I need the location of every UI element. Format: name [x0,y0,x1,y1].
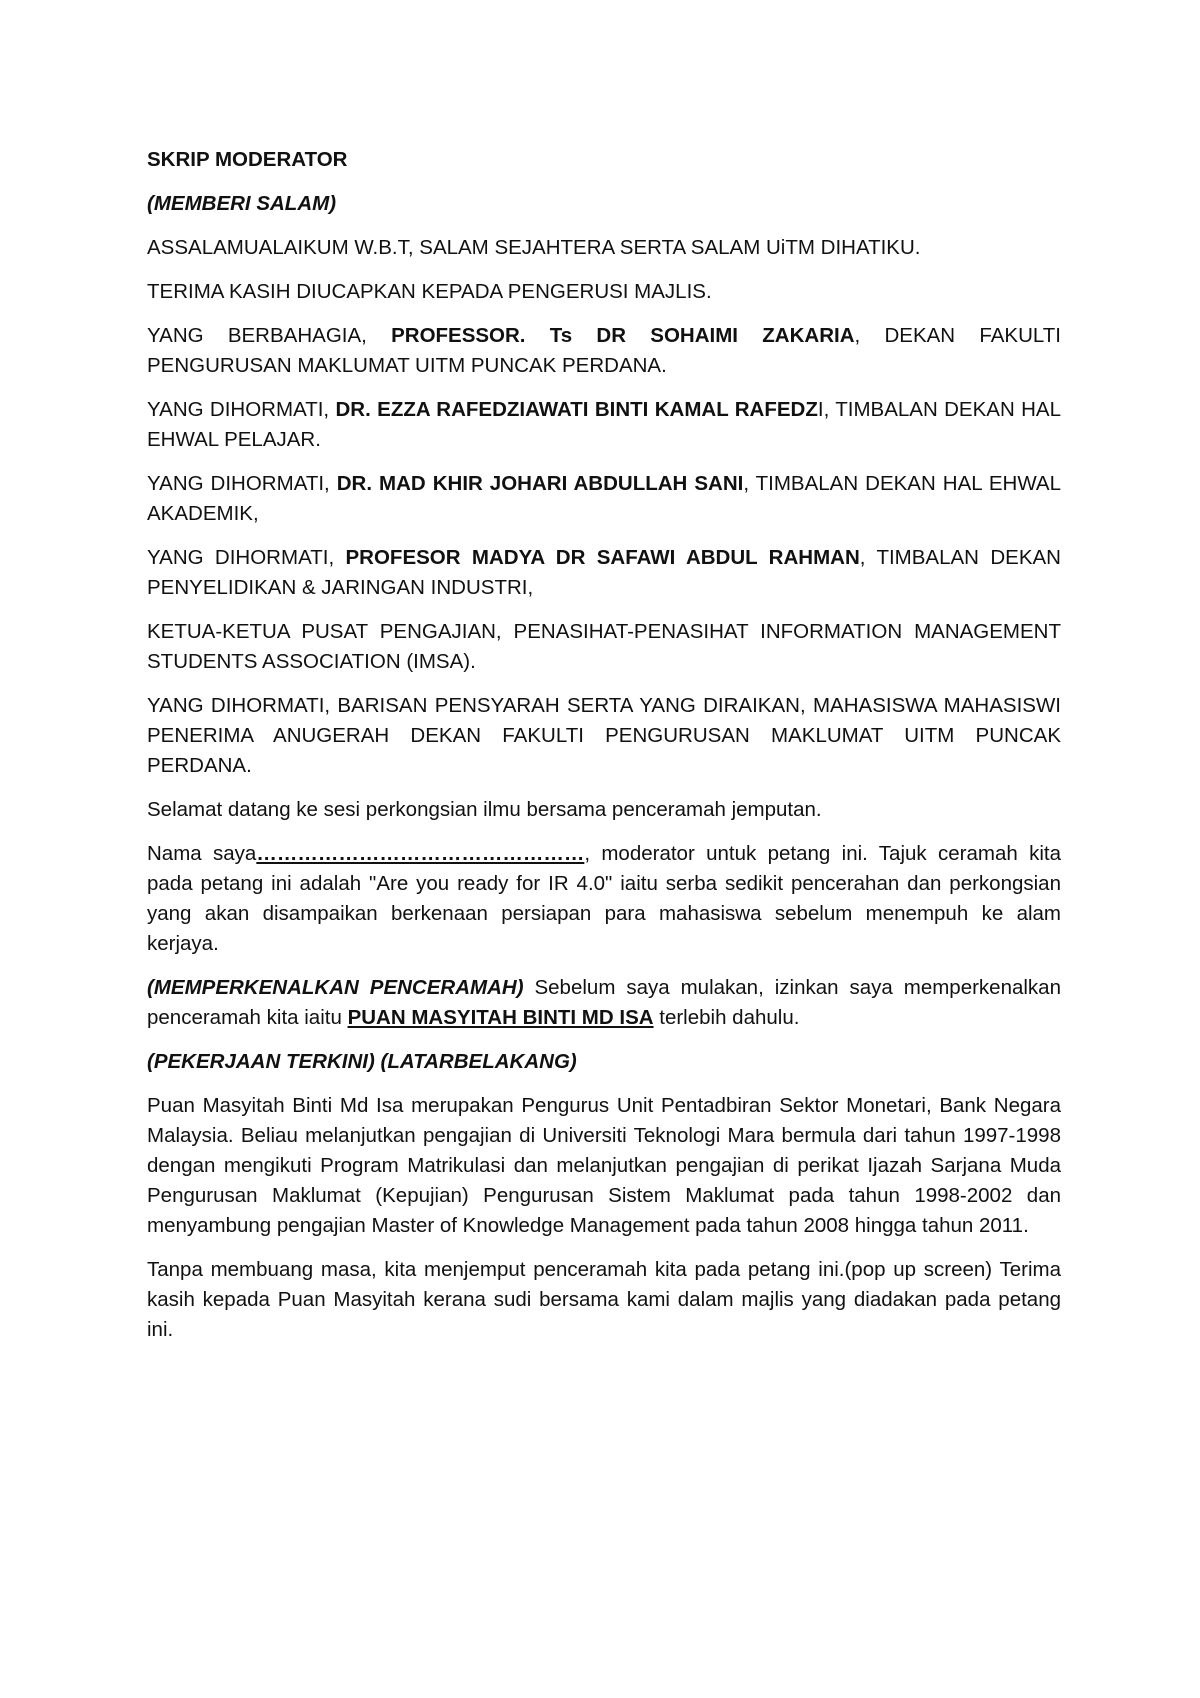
deputy-dean-academic-suffix: , TIMBALAN DEKAN HAL EHWAL AKADEMIK, [147,472,1062,525]
deputy-dean-student-prefix: YANG DIHORMATI, [147,398,336,421]
deputy-dean-student-paragraph [147,395,1061,455]
moderator-name-blank: ………………………………………… [256,842,585,865]
moderator-intro-paragraph [147,839,1061,959]
dean-paragraph [147,321,1061,381]
welcome-paragraph: Selamat datang ke sesi perkongsian ilmu bersama penceramah jemputan. [147,798,822,821]
deputy-dean-research-prefix: YANG DIHORMATI, [147,546,346,569]
dean-prefix: YANG BERBAHAGIA, [147,324,392,347]
moderator-intro-suffix: , moderator untuk petang ini. Tajuk ceramah kita pada petang ini adalah "Are you ready for IR 4.0" iaitu serba sedikit pencerahan dan perkongsian yang akan disampaikan berkenaan persiapan para mahasiswa sebelum menempuh ke alam kerjaya. [147,842,1061,955]
deputy-dean-research-name: PROFESOR MADYA DR SAFAWI ABDUL RAHMAN [345,546,860,569]
deputy-dean-academic-name: DR. MAD KHIR JOHARI ABDULLAH SANI [336,472,744,495]
speaker-intro-paragraph [147,973,1061,1033]
closing-paragraph: Tanpa membuang masa, kita menjemput penceramah kita pada petang ini.(pop up screen) Terima kasih kepada Puan Masyitah kerana sudi bersama kami dalam majlis yang diadakan pada petang ini. [147,1258,1061,1341]
document-page [147,145,1061,1359]
moderator-intro-prefix: Nama saya [147,842,257,865]
heads-paragraph: KETUA-KETUA PUSAT PENGAJIAN, PENASIHAT-PENASIHAT INFORMATION MANAGEMENT STUDENTS ASSOCIATION (IMSA). [147,620,1061,673]
deputy-dean-research-suffix: , TIMBALAN DEKAN PENYELIDIKAN & JARINGAN INDUSTRI, [147,546,1061,599]
greeting-paragraph: ASSALAMUALAIKUM W.B.T, SALAM SEJAHTERA SERTA SALAM UiTM DIHATIKU. [147,236,921,259]
deputy-dean-academic-prefix: YANG DIHORMATI, [147,472,337,495]
speaker-intro-text: Sebelum saya mulakan, izinkan saya memperkenalkan penceramah kita iaitu [147,976,1061,1029]
document-title: SKRIP MODERATOR [147,148,348,171]
background-heading: (PEKERJAAN TERKINI) (LATARBELAKANG) [147,1050,577,1073]
speaker-intro-label: (MEMPERKENALKAN PENCERAMAH) [147,976,524,999]
deputy-dean-student-suffix: I, TIMBALAN DEKAN HAL EHWAL PELAJAR. [147,398,1061,451]
greeting-heading: (MEMBERI SALAM) [147,192,337,215]
speaker-intro-suffix: terlebih dahulu. [653,1006,800,1029]
dean-suffix: , DEKAN FAKULTI PENGURUSAN MAKLUMAT UITM PUNCAK PERDANA. [147,324,1062,377]
lecturers-paragraph: YANG DIHORMATI, BARISAN PENSYARAH SERTA YANG DIRAIKAN, MAHASISWA MAHASISWI PENERIMA ANUGERAH DEKAN FAKULTI PENGURUSAN MAKLUMAT UITM PUNCAK PERDANA. [147,694,1061,777]
thanks-paragraph: TERIMA KASIH DIUCAPKAN KEPADA PENGERUSI MAJLIS. [147,280,712,303]
deputy-dean-academic-paragraph [147,469,1061,529]
background-paragraph: Puan Masyitah Binti Md Isa merupakan Pengurus Unit Pentadbiran Sektor Monetari, Bank Negara Malaysia. Beliau melanjutkan pengajian di Universiti Teknologi Mara bermula dari tahun 1997-1998 dengan mengikuti Program Matrikulasi dan melanjutkan pengajian di perikat Ijazah Sarjana Muda Pengurusan Maklumat (Kepujian) Pengurusan Sistem Maklumat pada tahun 1998-2002 dan menyambung pengajian Master of Knowledge Management pada tahun 2008 hingga tahun 2011. [147,1094,1061,1237]
speaker-name: PUAN MASYITAH BINTI MD ISA [347,1006,654,1029]
dean-name: PROFESSOR. Ts DR SOHAIMI ZAKARIA [391,324,855,347]
deputy-dean-research-paragraph [147,543,1061,603]
deputy-dean-student-name: DR. EZZA RAFEDZIAWATI BINTI KAMAL RAFEDZ [335,398,818,421]
